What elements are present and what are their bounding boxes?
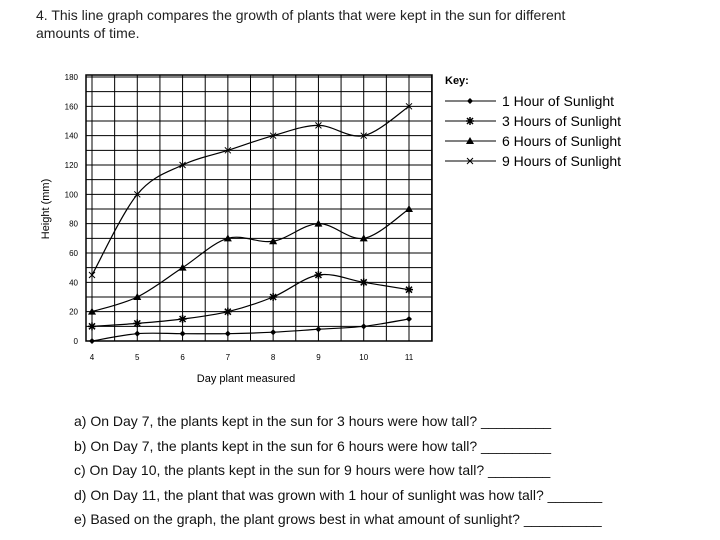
- legend-title: Key:: [445, 75, 469, 87]
- question-text: e) Based on the graph, the plant grows best in what amount of sunlight?: [74, 511, 524, 527]
- data-point: [270, 329, 276, 335]
- answer-blank[interactable]: __________: [523, 511, 602, 527]
- legend-entry: [445, 133, 621, 149]
- x-tick-label: 10: [359, 353, 369, 362]
- question-item: [74, 507, 714, 532]
- question-item: [74, 434, 714, 459]
- data-point: [179, 315, 187, 323]
- question-item: [74, 458, 714, 483]
- data-point: [269, 293, 277, 301]
- x-tick-label: 8: [270, 353, 276, 362]
- data-point: [406, 316, 412, 322]
- data-point: [405, 286, 413, 294]
- data-point: [225, 331, 231, 337]
- question-line-1: 4. This line graph compares the growth of plants that were kept in the sun for different: [36, 7, 566, 23]
- data-point: [180, 331, 186, 337]
- legend-entry: [445, 113, 621, 129]
- data-point: [224, 308, 232, 316]
- legend-marker: [467, 98, 473, 104]
- y-tick-label: 160: [64, 102, 78, 112]
- data-point: [314, 271, 322, 279]
- legend-label: 1 Hour of Sunlight: [502, 93, 615, 109]
- legend-label: 3 Hours of Sunlight: [502, 113, 622, 129]
- y-tick-label: 60: [69, 249, 78, 258]
- answer-blank[interactable]: _________: [481, 413, 552, 429]
- y-tick-label: 100: [64, 190, 78, 200]
- legend-entry: [445, 153, 621, 169]
- question-text: a) On Day 7, the plants kept in the sun for 3 hours were how tall?: [74, 413, 481, 429]
- legend-label: 9 Hours of Sunlight: [502, 153, 622, 169]
- data-point: [133, 319, 141, 327]
- legend-entry: [445, 93, 614, 109]
- legend-marker: [466, 117, 474, 125]
- x-tick-label: 7: [225, 353, 231, 362]
- chart-legend: [445, 93, 621, 169]
- legend-label: 6 Hours of Sunlight: [502, 133, 622, 149]
- question-item: [74, 409, 714, 434]
- question-item: [74, 483, 714, 508]
- question-text: b) On Day 7, the plants kept in the sun for 6 hours were how tall?: [74, 437, 481, 454]
- y-tick-label: 0: [73, 337, 78, 346]
- data-point: [88, 322, 96, 330]
- x-tick-label: 4: [89, 353, 95, 362]
- data-point: [315, 326, 321, 332]
- x-axis-label: Day plant measured: [196, 373, 296, 385]
- y-tick-label: 20: [69, 307, 78, 317]
- chart-grid: [86, 75, 432, 341]
- y-axis-label: Height (mm): [40, 178, 52, 240]
- answer-blank[interactable]: _________: [481, 437, 552, 454]
- question-line-2: amounts of time.: [36, 25, 140, 41]
- question-list: [74, 409, 714, 532]
- data-point: [361, 323, 367, 329]
- data-point: [134, 331, 140, 337]
- question-text: d) On Day 11, the plant that was grown with 1 hour of sunlight was how tall?: [74, 486, 548, 503]
- data-point: [89, 338, 95, 344]
- data-point: [360, 278, 368, 286]
- y-tick-label: 180: [64, 73, 78, 82]
- x-tick-label: 6: [180, 353, 185, 362]
- y-tick-label: 140: [64, 131, 78, 141]
- x-tick-label: 11: [404, 353, 414, 362]
- plot-frame: [86, 75, 432, 341]
- answer-blank[interactable]: _______: [547, 486, 603, 503]
- x-tick-label: 9: [316, 353, 321, 362]
- y-tick-label: 40: [69, 278, 78, 288]
- x-tick-label: 5: [135, 353, 140, 362]
- answer-blank[interactable]: ________: [488, 462, 551, 478]
- y-tick-label: 120: [64, 161, 78, 170]
- chart-ticks: [65, 73, 414, 362]
- question-text: c) On Day 10, the plants kept in the sun for 9 hours were how tall?: [74, 462, 488, 478]
- y-tick-label: 80: [69, 219, 78, 229]
